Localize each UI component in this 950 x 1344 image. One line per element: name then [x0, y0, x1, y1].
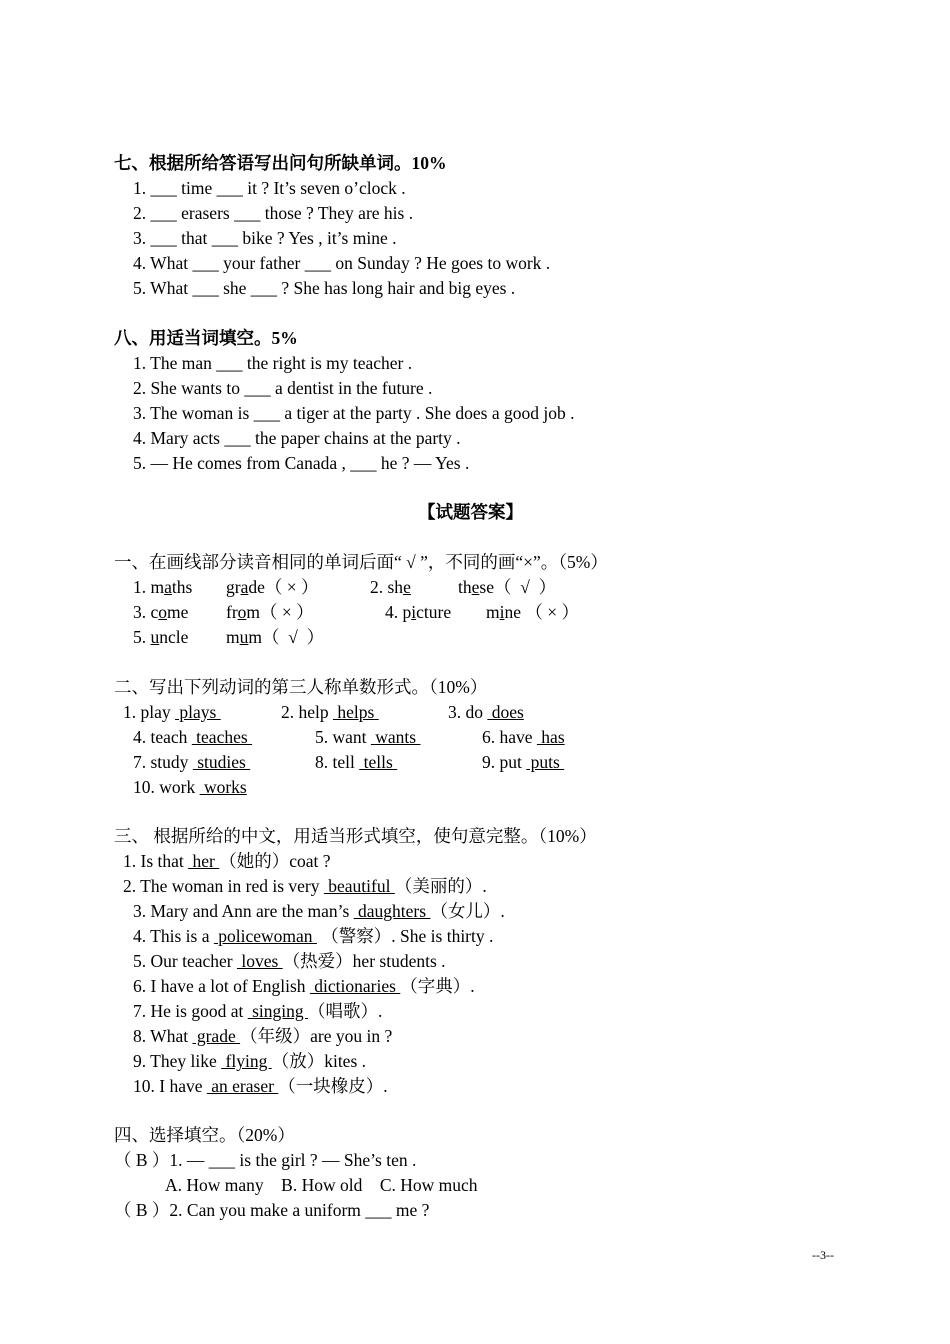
section7-item-2: 2. ___ erasers ___ those ? They are his .	[133, 203, 414, 223]
ans1-r1-b1: grade（ × ）	[226, 577, 319, 597]
ans2-item-10: 10. work works	[133, 777, 247, 797]
section7-item-4: 4. What ___ your father ___ on Sunday ? He goes to work .	[133, 253, 551, 273]
ans1-heading: 一、在画线部分读音相同的单词后面“ √ ”，不同的画“×”。（5%）	[114, 552, 608, 572]
page-number: --3--	[812, 1248, 834, 1262]
ans1-r1-a2: 2. she	[370, 577, 411, 597]
ans3-item-10: 10. I have an eraser （一块橡皮）.	[133, 1076, 388, 1096]
ans1-r2-b2: mine （ × ）	[486, 602, 580, 622]
answers-title: 【试题答案】	[418, 502, 523, 522]
section8-heading: 八、用适当词填空。5%	[114, 328, 298, 348]
ans3-item-3: 3. Mary and Ann are the man’s daughters （女儿）.	[133, 901, 505, 921]
ans1-r2-b1: from（ × ）	[226, 602, 314, 622]
section7-heading: 七、根据所给答语写出问句所缺单词。10%	[114, 153, 447, 173]
ans2-item-1: 1. play plays	[123, 702, 221, 722]
section8-item-5: 5. — He comes from Canada , ___ he ? — Yes .	[133, 453, 470, 473]
ans3-heading: 三、 根据所给的中文，用适当形式填空，使句意完整。（10%）	[114, 826, 597, 846]
section8-item-4: 4. Mary acts ___ the paper chains at the party .	[133, 428, 461, 448]
ans3-item-6: 6. I have a lot of English dictionaries （字典）.	[133, 976, 475, 996]
ans4-q1-options: A. How many B. How old C. How much	[165, 1175, 478, 1195]
ans3-item-7: 7. He is good at singing （唱歌）.	[133, 1001, 383, 1021]
ans1-r3-b1: mum（ √ ）	[226, 627, 325, 647]
ans4-q1: （ B ）1. — ___ is the girl ? — She’s ten .	[114, 1150, 417, 1170]
ans4-q2: （ B ）2. Can you make a uniform ___ me ?	[114, 1200, 430, 1220]
ans1-r2-a2: 4. picture	[385, 602, 452, 622]
ans2-item-4: 4. teach teaches	[133, 727, 253, 747]
ans3-item-4: 4. This is a policewoman （警察）. She is thirty .	[133, 926, 494, 946]
ans2-item-6: 6. have has	[482, 727, 565, 747]
ans1-r1-b2: these（ √ ）	[458, 577, 557, 597]
ans4-heading: 四、选择填空。（20%）	[114, 1125, 295, 1145]
ans2-item-5: 5. want wants	[315, 727, 421, 747]
section8-item-3: 3. The woman is ___ a tiger at the party . She does a good job .	[133, 403, 575, 423]
ans2-item-7: 7. study studies	[133, 752, 251, 772]
section8-item-1: 1. The man ___ the right is my teacher .	[133, 353, 413, 373]
section7-item-3: 3. ___ that ___ bike ? Yes , it’s mine .	[133, 228, 397, 248]
section7-item-5: 5. What ___ she ___ ? She has long hair and big eyes .	[133, 278, 516, 298]
ans1-r3-a1: 5. uncle	[133, 627, 189, 647]
ans2-item-9: 9. put puts	[482, 752, 565, 772]
ans3-item-9: 9. They like flying （放）kites .	[133, 1051, 367, 1071]
ans2-item-2: 2. help helps	[281, 702, 379, 722]
ans3-item-8: 8. What grade （年级）are you in ?	[133, 1026, 393, 1046]
ans3-item-2: 2. The woman in red is very beautiful （美丽的）.	[123, 876, 487, 896]
ans2-item-3: 3. do does	[448, 702, 524, 722]
ans1-r1-a1: 1. maths	[133, 577, 193, 597]
section7-item-1: 1. ___ time ___ it ? It’s seven o’clock .	[133, 178, 406, 198]
ans3-item-5: 5. Our teacher loves （热爱）her students .	[133, 951, 446, 971]
section8-item-2: 2. She wants to ___ a dentist in the future .	[133, 378, 433, 398]
ans2-item-8: 8. tell tells	[315, 752, 398, 772]
ans1-r2-a1: 3. come	[133, 602, 189, 622]
ans2-heading: 二、写出下列动词的第三人称单数形式。（10%）	[114, 677, 488, 697]
ans3-item-1: 1. Is that her （她的）coat ?	[123, 851, 331, 871]
